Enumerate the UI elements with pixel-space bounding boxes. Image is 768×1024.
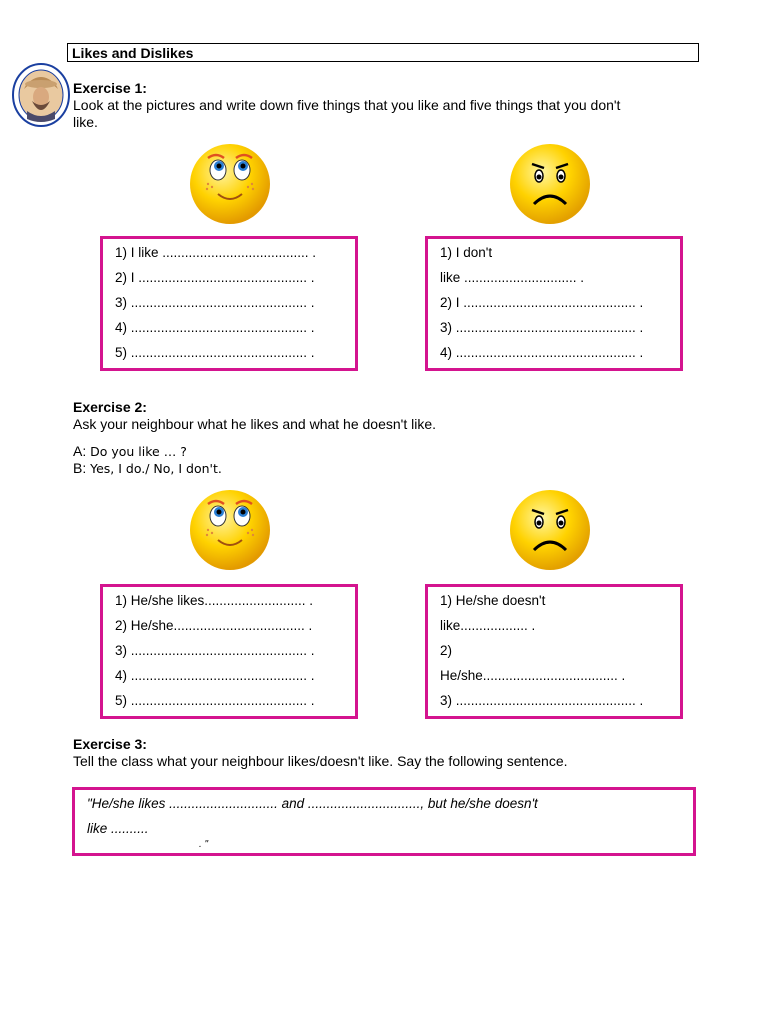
neighbour-likes-line-5[interactable]: 5) ............................................... . [115,693,315,708]
worksheet-title: Likes and Dislikes [67,43,699,62]
portrait-seal-icon [12,63,70,127]
smiley-sad-icon [508,142,592,226]
neighbour-dislikes-line-4[interactable]: He/she.................................... . [440,668,626,683]
exercise-2-dislikes-box [425,584,683,719]
exercise-3-instruction: Tell the class what your neighbour likes/doesn't like. Say the following sentence. [73,753,568,769]
neighbour-dislikes-line-1[interactable]: 1) He/she doesn't [440,593,546,608]
likes-line-2[interactable]: 2) I ............................................. . [115,270,315,285]
dialogue-b-text: Yes, I do./ No, I don't. [90,461,222,476]
dialogue-line-b [73,460,222,477]
dialogue-a-text: Do you like … ? [90,444,187,459]
exercise-3-sentence-box [72,787,696,856]
exercise-2-instruction: Ask your neighbour what he likes and what he doesn't like. [73,416,437,432]
exercise-1-dislikes-box [425,236,683,371]
dialogue-line-a [73,443,187,460]
exercise-2-likes-box [100,584,358,719]
exercise-3-heading: Exercise 3: [73,736,147,752]
neighbour-likes-line-3[interactable]: 3) ............................................... . [115,643,315,658]
dialogue-a-prefix: A: [73,443,91,459]
sentence-line-1[interactable]: "He/she likes ............................. and .............................., but he/she doesn't [87,796,538,811]
likes-line-3[interactable]: 3) ............................................... . [115,295,315,310]
sentence-line-3[interactable]: . " [199,839,209,850]
dislikes-line-5[interactable]: 4) ................................................ . [440,345,644,360]
sentence-line-2[interactable]: like .......... [87,821,149,836]
dislikes-line-3[interactable]: 2) I .............................................. . [440,295,644,310]
likes-line-5[interactable]: 5) ............................................... . [115,345,315,360]
likes-line-4[interactable]: 4) ............................................... . [115,320,315,335]
smiley-happy-icon [188,142,272,226]
smiley-sad-icon [508,488,592,572]
neighbour-likes-line-1[interactable]: 1) He/she likes........................... . [115,593,314,608]
neighbour-likes-line-2[interactable]: 2) He/she................................... . [115,618,313,633]
neighbour-likes-line-4[interactable]: 4) ............................................... . [115,668,315,683]
exercise-1-instruction-line-1: Look at the pictures and write down five things that you like and five things that you don't [73,97,621,113]
dislikes-line-2[interactable]: like .............................. . [440,270,585,285]
smiley-happy-icon [188,488,272,572]
exercise-1-likes-box [100,236,358,371]
neighbour-dislikes-line-5[interactable]: 3) ................................................ . [440,693,644,708]
dislikes-line-1[interactable]: 1) I don't [440,245,493,260]
exercise-1-instruction-line-2: like. [73,114,98,130]
likes-line-1[interactable]: 1) I like ....................................... . [115,245,317,260]
exercise-2-heading: Exercise 2: [73,399,147,415]
exercise-1-heading: Exercise 1: [73,80,147,96]
dislikes-line-4[interactable]: 3) ................................................ . [440,320,644,335]
neighbour-dislikes-line-2[interactable]: like.................. . [440,618,536,633]
neighbour-dislikes-line-3[interactable]: 2) [440,643,453,658]
dialogue-b-prefix: B: [73,460,91,476]
